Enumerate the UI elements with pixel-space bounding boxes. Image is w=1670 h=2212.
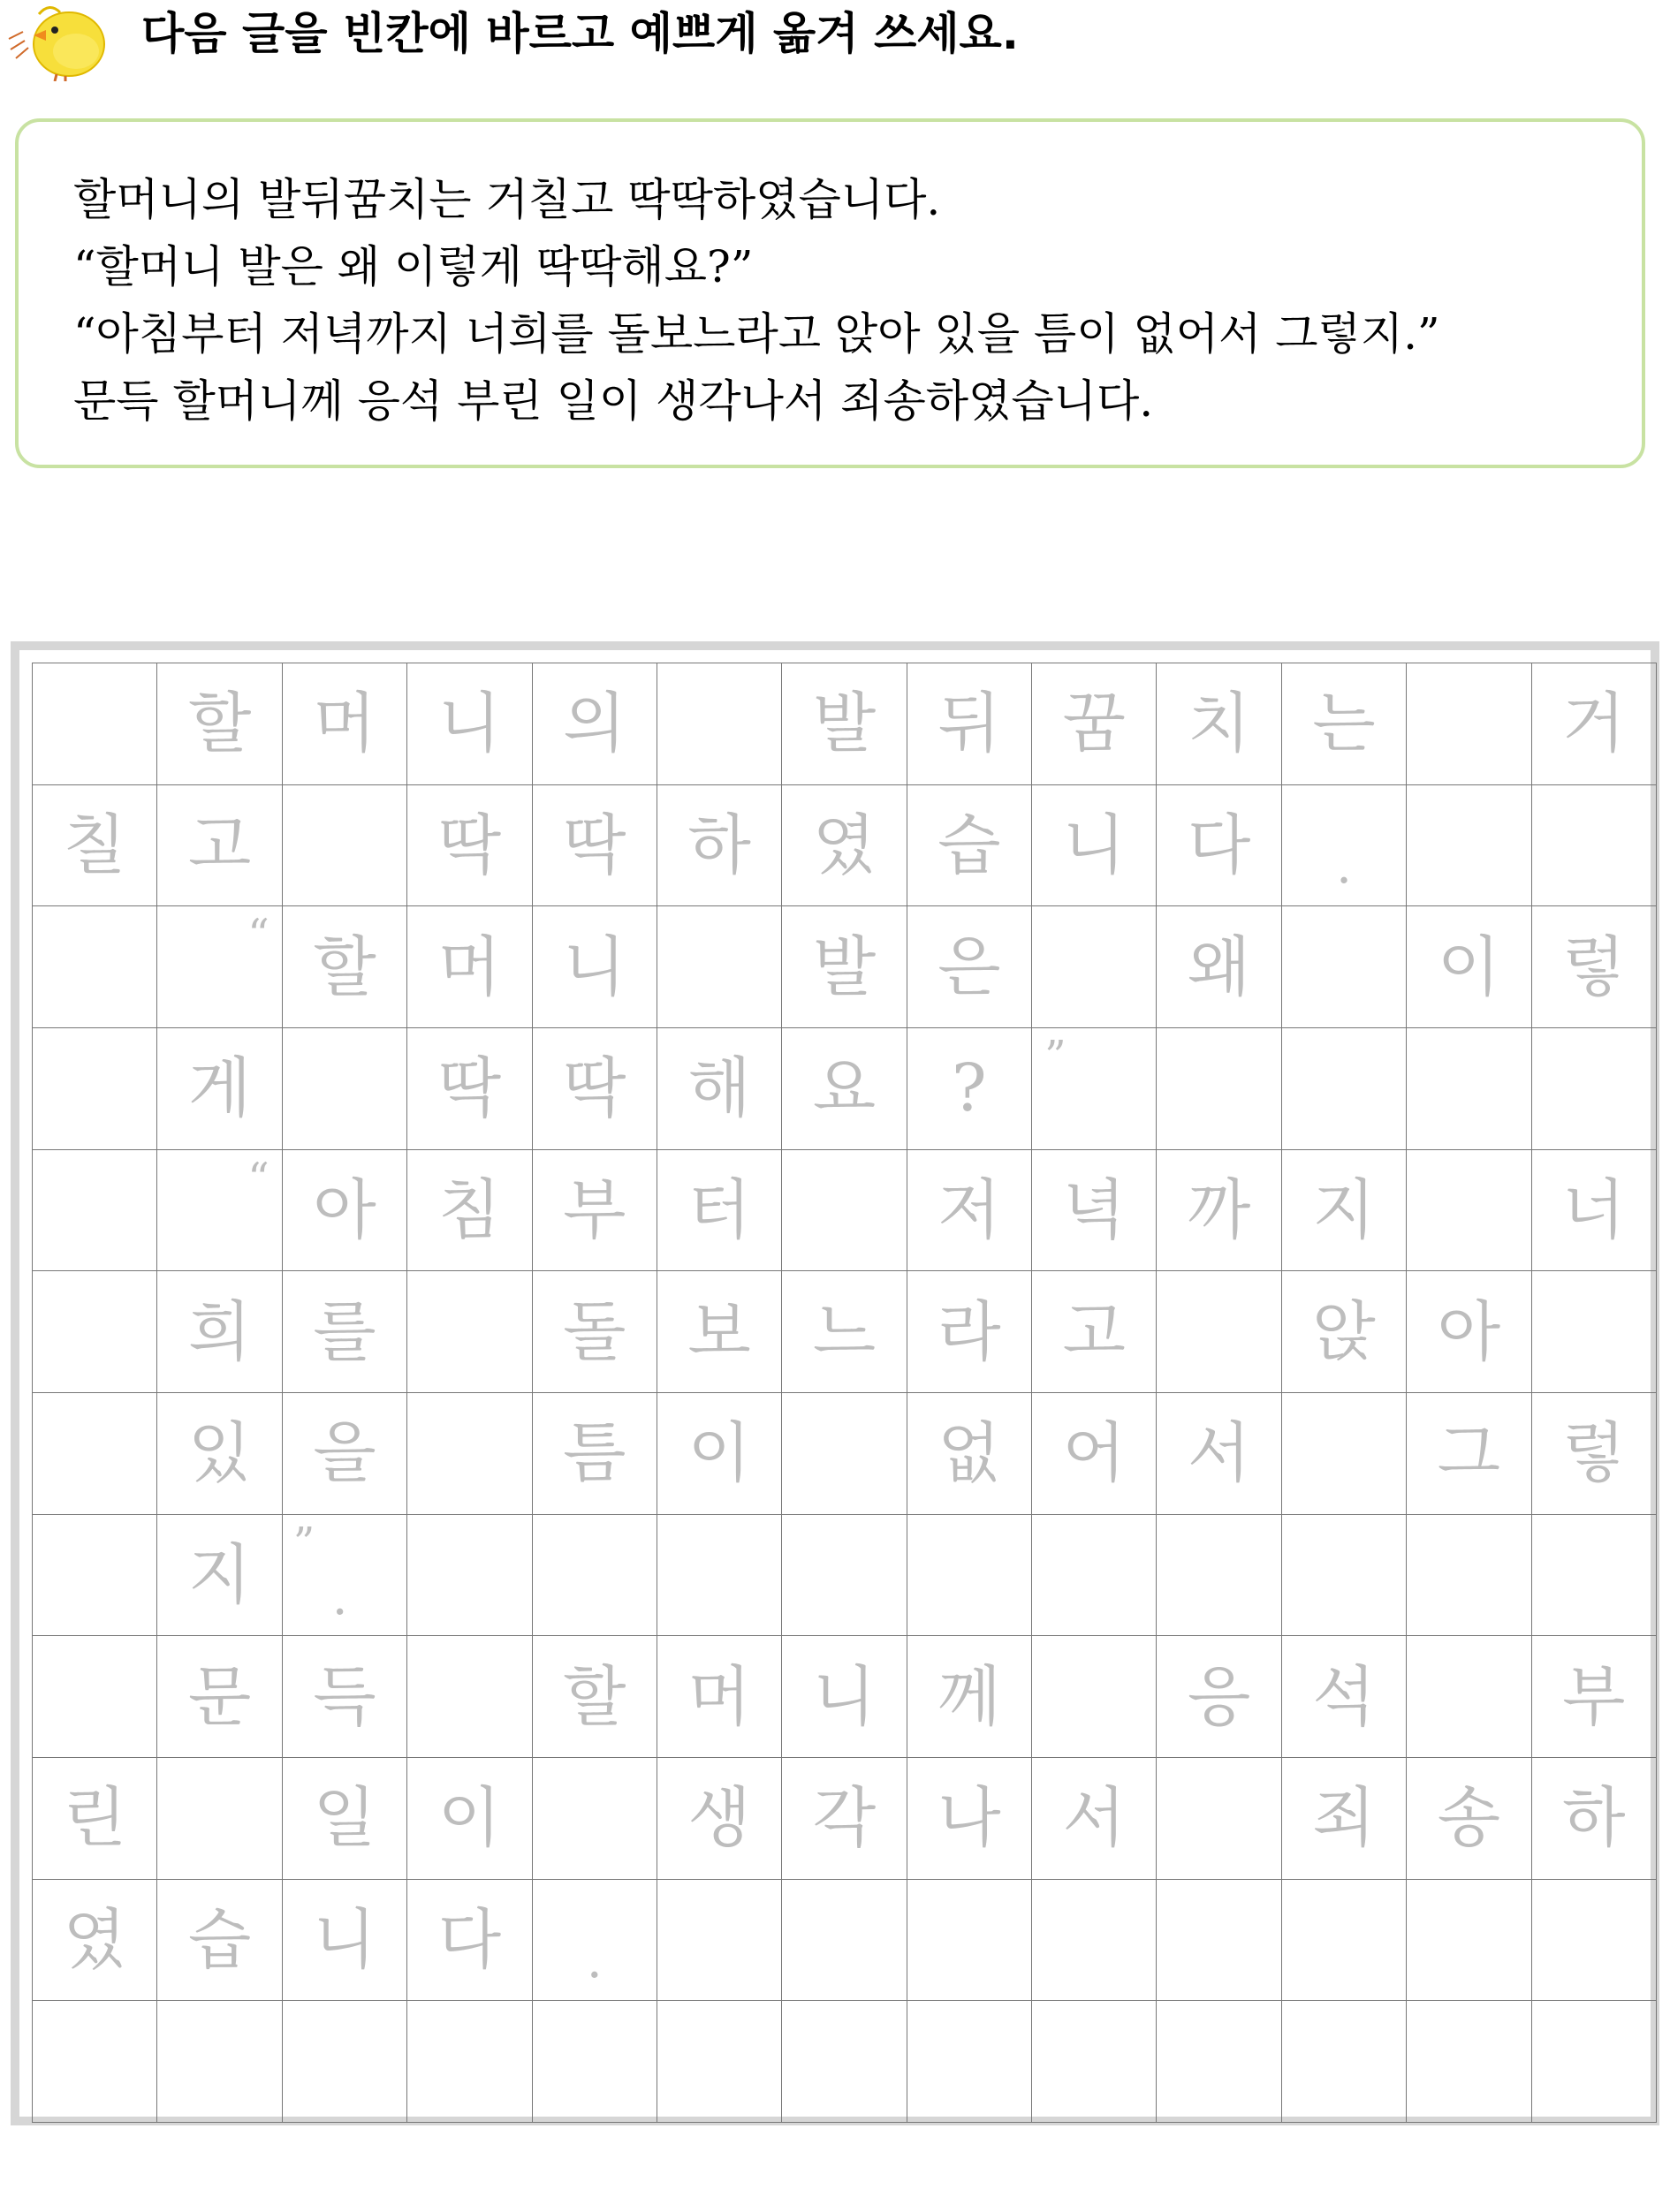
trace-glyph: 지 xyxy=(187,1536,252,1613)
grid-cell[interactable] xyxy=(1407,1271,1531,1393)
grid-cell[interactable] xyxy=(1282,1028,1407,1150)
grid-cell[interactable] xyxy=(33,1393,157,1515)
trace-glyph: 없 xyxy=(937,1415,1001,1492)
grid-cell[interactable] xyxy=(782,1271,907,1393)
trace-glyph: 생 xyxy=(687,1780,751,1857)
grid-cell[interactable] xyxy=(782,1393,907,1515)
grid-cell[interactable] xyxy=(1157,1758,1281,1880)
grid-cell[interactable] xyxy=(533,1636,657,1758)
trace-glyph: 각 xyxy=(812,1780,877,1857)
grid-cell[interactable] xyxy=(782,906,907,1028)
trace-glyph: “ xyxy=(247,910,269,960)
grid-cell[interactable] xyxy=(283,1150,407,1272)
trace-glyph: 칠 xyxy=(63,807,126,883)
grid-cell[interactable] xyxy=(1032,2001,1157,2123)
grid-cell[interactable] xyxy=(907,1271,1032,1393)
grid-cell[interactable] xyxy=(533,1028,657,1150)
grid-cell[interactable] xyxy=(1157,1393,1281,1515)
grid-cell[interactable] xyxy=(283,785,407,907)
grid-cell[interactable] xyxy=(1282,906,1407,1028)
grid-cell[interactable] xyxy=(1407,663,1531,785)
grid-cell[interactable] xyxy=(1532,1028,1657,1150)
trace-glyph: 희 xyxy=(187,1293,252,1370)
chick-icon xyxy=(7,0,111,81)
trace-glyph: ? xyxy=(952,1050,987,1127)
grid-cell[interactable] xyxy=(1282,663,1407,785)
grid-cell[interactable] xyxy=(657,1758,782,1880)
trace-glyph: 머 xyxy=(687,1658,751,1735)
grid-cell[interactable] xyxy=(657,906,782,1028)
grid-cell[interactable] xyxy=(407,906,532,1028)
trace-glyph: 하 xyxy=(1562,1780,1626,1857)
grid-cell[interactable] xyxy=(657,1515,782,1637)
grid-cell[interactable] xyxy=(283,1028,407,1150)
header xyxy=(0,0,1670,80)
grid-cell[interactable] xyxy=(283,906,407,1028)
grid-cell[interactable] xyxy=(1532,1758,1657,1880)
trace-glyph: 의 xyxy=(562,686,626,762)
grid-cell[interactable] xyxy=(1532,1393,1657,1515)
grid-cell[interactable] xyxy=(907,1150,1032,1272)
grid-cell[interactable] xyxy=(1282,1758,1407,1880)
grid-cell[interactable] xyxy=(1282,1515,1407,1637)
trace-glyph: 니 xyxy=(437,686,502,762)
trace-glyph: 할 xyxy=(313,928,376,1005)
trace-glyph: 딱 xyxy=(437,807,502,883)
grid-cell[interactable] xyxy=(1407,1393,1531,1515)
trace-glyph: 이 xyxy=(437,1780,502,1857)
trace-glyph: 을 xyxy=(313,1415,376,1492)
grid-cell[interactable] xyxy=(1032,1636,1157,1758)
grid-cell[interactable] xyxy=(782,2001,907,2123)
trace-glyph: 고 xyxy=(187,807,252,883)
grid-cell[interactable] xyxy=(283,1880,407,2002)
trace-glyph: 녁 xyxy=(1062,1171,1126,1248)
grid-cell[interactable] xyxy=(1157,1271,1281,1393)
grid-cell[interactable] xyxy=(782,1028,907,1150)
trace-glyph: 저 xyxy=(937,1171,1001,1248)
trace-glyph: 머 xyxy=(437,928,502,1005)
grid-cell[interactable] xyxy=(782,1880,907,2002)
grid-cell[interactable] xyxy=(657,1880,782,2002)
grid-cell[interactable] xyxy=(1282,1150,1407,1272)
passage-line-3: “아침부터 저녁까지 너희를 돌보느라고 앉아 있을 틈이 없어서 그렇지.” xyxy=(73,308,1440,360)
trace-glyph: 딱 xyxy=(437,1050,502,1127)
grid-cell[interactable] xyxy=(157,1393,282,1515)
grid-cell[interactable] xyxy=(283,1758,407,1880)
grid-cell[interactable] xyxy=(533,1393,657,1515)
grid-cell[interactable] xyxy=(157,785,282,907)
grid-cell[interactable] xyxy=(1532,1271,1657,1393)
grid-cell[interactable] xyxy=(907,1880,1032,2002)
grid-cell[interactable] xyxy=(1032,1271,1157,1393)
trace-glyph: 렇 xyxy=(1562,928,1626,1005)
grid-cell[interactable] xyxy=(157,1271,282,1393)
grid-cell[interactable] xyxy=(907,1028,1032,1150)
grid-cell[interactable] xyxy=(1407,1150,1531,1272)
grid-cell[interactable] xyxy=(157,1636,282,1758)
grid-cell[interactable] xyxy=(33,1636,157,1758)
grid-cell[interactable] xyxy=(407,1150,532,1272)
grid-cell[interactable] xyxy=(283,1515,407,1637)
trace-glyph: 문 xyxy=(187,1658,252,1735)
grid-cell[interactable] xyxy=(657,785,782,907)
grid-cell[interactable] xyxy=(157,1758,282,1880)
grid-cell[interactable] xyxy=(533,1271,657,1393)
trace-glyph: 렇 xyxy=(1562,1415,1626,1492)
trace-glyph: 이 xyxy=(687,1415,751,1492)
grid-cell[interactable] xyxy=(1157,2001,1281,2123)
grid-cell[interactable] xyxy=(533,2001,657,2123)
instruction-title: 다음 글을 빈칸에 바르고 예쁘게 옮겨 쓰세요. xyxy=(141,8,1019,59)
passage-box xyxy=(15,118,1645,468)
trace-glyph: 딱 xyxy=(562,807,626,883)
trace-glyph: 득 xyxy=(313,1658,376,1735)
trace-glyph: 앉 xyxy=(1312,1293,1376,1370)
grid-cell[interactable] xyxy=(283,1636,407,1758)
grid-cell[interactable] xyxy=(1282,2001,1407,2123)
grid-cell[interactable] xyxy=(33,1028,157,1150)
trace-glyph: 은 xyxy=(937,928,1001,1005)
trace-glyph: 어 xyxy=(1062,1415,1126,1492)
trace-glyph: 까 xyxy=(1187,1171,1251,1248)
grid-cell[interactable] xyxy=(407,1636,532,1758)
grid-cell[interactable] xyxy=(533,1515,657,1637)
trace-glyph: 있 xyxy=(187,1415,252,1492)
grid-cell[interactable] xyxy=(907,906,1032,1028)
trace-glyph: 돌 xyxy=(562,1293,626,1370)
trace-glyph: 석 xyxy=(1312,1658,1376,1735)
grid-cell[interactable] xyxy=(1157,785,1281,907)
grid-cell[interactable] xyxy=(157,663,282,785)
trace-glyph: 뒤 xyxy=(937,686,1001,762)
grid-cell[interactable] xyxy=(1282,1393,1407,1515)
trace-glyph: 다 xyxy=(437,1901,502,1978)
grid-cell[interactable] xyxy=(33,1515,157,1637)
grid-cell[interactable] xyxy=(1157,1636,1281,1758)
trace-glyph: 니 xyxy=(313,1901,376,1978)
grid-cell[interactable] xyxy=(407,785,532,907)
trace-glyph: 보 xyxy=(687,1293,751,1370)
grid-cell[interactable] xyxy=(1157,906,1281,1028)
trace-glyph: 죄 xyxy=(1312,1780,1376,1857)
grid-cell[interactable] xyxy=(157,1150,282,1272)
grid-cell[interactable] xyxy=(907,663,1032,785)
grid-cell[interactable] xyxy=(1532,1880,1657,2002)
grid-cell[interactable] xyxy=(1032,1028,1157,1150)
trace-glyph: 는 xyxy=(1312,686,1376,762)
trace-glyph: 응 xyxy=(1187,1658,1251,1735)
grid-cell[interactable] xyxy=(1032,1150,1157,1272)
trace-glyph: 발 xyxy=(812,686,877,762)
grid-cell[interactable] xyxy=(1157,663,1281,785)
passage-text xyxy=(73,166,1624,435)
grid-cell[interactable] xyxy=(33,1880,157,2002)
trace-glyph: 이 xyxy=(1437,928,1501,1005)
grid-cell[interactable] xyxy=(657,1271,782,1393)
passage-line-4: 문득 할머니께 응석 부린 일이 생각나서 죄송하였습니다. xyxy=(73,375,1154,427)
grid-cell[interactable] xyxy=(1157,1150,1281,1272)
grid-cell[interactable] xyxy=(1032,1515,1157,1637)
trace-glyph: 부 xyxy=(562,1171,626,1248)
grid-cell[interactable] xyxy=(907,1393,1032,1515)
grid-cell[interactable] xyxy=(33,2001,157,2123)
grid-cell[interactable] xyxy=(1032,1880,1157,2002)
grid-cell[interactable] xyxy=(283,1393,407,1515)
trace-glyph: 서 xyxy=(1187,1415,1251,1492)
trace-glyph: 부 xyxy=(1562,1658,1626,1735)
grid-cell[interactable] xyxy=(1532,785,1657,907)
grid-cell[interactable] xyxy=(1407,1880,1531,2002)
grid-cell[interactable] xyxy=(33,785,157,907)
trace-glyph: 고 xyxy=(1062,1293,1126,1370)
passage-line-1: 할머니의 발뒤꿈치는 거칠고 딱딱하였습니다. xyxy=(73,174,941,225)
grid-cell[interactable] xyxy=(1157,1028,1281,1150)
grid-cell[interactable] xyxy=(157,1515,282,1637)
grid-cell[interactable] xyxy=(1282,1271,1407,1393)
grid-cell[interactable] xyxy=(33,1271,157,1393)
grid-cell[interactable] xyxy=(533,785,657,907)
passage-line-2: “할머니 발은 왜 이렇게 딱딱해요?” xyxy=(73,241,754,292)
grid-cell[interactable] xyxy=(33,1758,157,1880)
grid-cell[interactable] xyxy=(1282,785,1407,907)
grid-cell[interactable] xyxy=(657,1028,782,1150)
trace-glyph: 해 xyxy=(687,1050,751,1127)
grid-cell[interactable] xyxy=(907,1758,1032,1880)
grid-cell[interactable] xyxy=(407,1515,532,1637)
trace-glyph: 아 xyxy=(1437,1293,1501,1370)
trace-glyph: 터 xyxy=(687,1171,751,1248)
trace-glyph: 느 xyxy=(812,1293,877,1370)
grid-cell[interactable] xyxy=(1532,1636,1657,1758)
trace-glyph: 서 xyxy=(1062,1780,1126,1857)
grid-cell[interactable] xyxy=(657,1636,782,1758)
grid-cell[interactable] xyxy=(657,1150,782,1272)
grid-cell[interactable] xyxy=(657,663,782,785)
grid-cell[interactable] xyxy=(1407,1758,1531,1880)
trace-glyph: 지 xyxy=(1312,1171,1376,1248)
trace-glyph: 게 xyxy=(187,1050,252,1127)
trace-glyph: 일 xyxy=(313,1780,376,1857)
grid-cell[interactable] xyxy=(1032,663,1157,785)
grid-cell[interactable] xyxy=(407,2001,532,2123)
grid-cell[interactable] xyxy=(1532,663,1657,785)
trace-glyph: 치 xyxy=(1187,686,1251,762)
grid-cell[interactable] xyxy=(1532,1150,1657,1272)
grid-cell[interactable] xyxy=(782,1758,907,1880)
grid-cell[interactable] xyxy=(1407,1515,1531,1637)
grid-cell[interactable] xyxy=(533,1880,657,2002)
grid-cell[interactable] xyxy=(907,785,1032,907)
grid-cell[interactable] xyxy=(782,785,907,907)
trace-glyph: 거 xyxy=(1562,686,1626,762)
grid-cell[interactable] xyxy=(782,663,907,785)
trace-glyph: ” xyxy=(1044,1032,1067,1081)
grid-cell[interactable] xyxy=(33,663,157,785)
trace-glyph: 하 xyxy=(687,807,751,883)
trace-glyph: 나 xyxy=(937,1780,1001,1857)
grid-cell[interactable] xyxy=(407,1028,532,1150)
trace-glyph: 틈 xyxy=(562,1415,626,1492)
grid-cell[interactable] xyxy=(782,1515,907,1637)
grid-cell[interactable] xyxy=(657,1393,782,1515)
trace-glyph: 할 xyxy=(187,686,252,762)
trace-glyph: 송 xyxy=(1437,1780,1501,1857)
grid-cell[interactable] xyxy=(33,906,157,1028)
trace-glyph: 왜 xyxy=(1187,928,1251,1005)
trace-glyph: 침 xyxy=(437,1171,502,1248)
grid-cell[interactable] xyxy=(1407,906,1531,1028)
grid-cell[interactable] xyxy=(907,2001,1032,2123)
grid-cell[interactable] xyxy=(533,663,657,785)
grid-cell[interactable] xyxy=(1532,906,1657,1028)
grid-cell[interactable] xyxy=(533,906,657,1028)
trace-glyph: . xyxy=(1336,837,1352,896)
grid-cell[interactable] xyxy=(533,1150,657,1272)
grid-cell[interactable] xyxy=(157,1880,282,2002)
grid-cell[interactable] xyxy=(907,1636,1032,1758)
grid-cell[interactable] xyxy=(283,2001,407,2123)
trace-glyph: 딱 xyxy=(562,1050,626,1127)
trace-glyph: 습 xyxy=(187,1901,252,1978)
grid-cell[interactable] xyxy=(1407,1028,1531,1150)
grid-cell[interactable] xyxy=(157,2001,282,2123)
grid-cell[interactable] xyxy=(283,663,407,785)
trace-glyph: 머 xyxy=(313,686,376,762)
grid-cell[interactable] xyxy=(1407,785,1531,907)
trace-glyph: 니 xyxy=(1062,807,1126,883)
grid-cell[interactable] xyxy=(407,1271,532,1393)
grid-cell[interactable] xyxy=(1157,1880,1281,2002)
grid-cell[interactable] xyxy=(1407,1636,1531,1758)
grid-cell[interactable] xyxy=(1532,2001,1657,2123)
grid-cells xyxy=(32,663,1657,2123)
trace-glyph: 께 xyxy=(937,1658,1001,1735)
grid-cell[interactable] xyxy=(407,663,532,785)
trace-glyph: 요 xyxy=(812,1050,877,1127)
grid-cell[interactable] xyxy=(1157,1515,1281,1637)
grid-cell[interactable] xyxy=(907,1515,1032,1637)
trace-glyph: 를 xyxy=(313,1293,376,1370)
trace-glyph: “ xyxy=(247,1153,269,1203)
grid-cell[interactable] xyxy=(157,1028,282,1150)
grid-cell[interactable] xyxy=(657,2001,782,2123)
trace-glyph: 라 xyxy=(937,1293,1001,1370)
grid-cell[interactable] xyxy=(1282,1880,1407,2002)
grid-cell[interactable] xyxy=(782,1150,907,1272)
trace-glyph: 너 xyxy=(1562,1171,1626,1248)
trace-glyph: ” . xyxy=(292,1518,348,1627)
grid-cell[interactable] xyxy=(782,1636,907,1758)
grid-cell[interactable] xyxy=(407,1758,532,1880)
trace-glyph: 습 xyxy=(937,807,1001,883)
grid-cell[interactable] xyxy=(1032,1758,1157,1880)
trace-glyph: 린 xyxy=(63,1780,126,1857)
grid-cell[interactable] xyxy=(1282,1636,1407,1758)
trace-glyph: 니 xyxy=(812,1658,877,1735)
grid-cell[interactable] xyxy=(283,1271,407,1393)
trace-glyph: 꿈 xyxy=(1062,686,1126,762)
grid-cell[interactable] xyxy=(1032,1393,1157,1515)
trace-glyph: . xyxy=(586,1932,603,1990)
grid-cell[interactable] xyxy=(33,1150,157,1272)
grid-cell[interactable] xyxy=(533,1758,657,1880)
trace-glyph: 니 xyxy=(562,928,626,1005)
practice-grid xyxy=(11,641,1659,2125)
grid-cell[interactable] xyxy=(157,906,282,1028)
trace-glyph: 그 xyxy=(1437,1415,1501,1492)
trace-glyph: 아 xyxy=(313,1171,376,1248)
trace-glyph: 였 xyxy=(63,1901,126,1978)
grid-cell[interactable] xyxy=(1532,1515,1657,1637)
grid-cell[interactable] xyxy=(407,1393,532,1515)
grid-cell[interactable] xyxy=(407,1880,532,2002)
grid-cell[interactable] xyxy=(1407,2001,1531,2123)
grid-cell[interactable] xyxy=(1032,785,1157,907)
trace-glyph: 발 xyxy=(812,928,877,1005)
grid-cell[interactable] xyxy=(1032,906,1157,1028)
trace-glyph: 할 xyxy=(562,1658,626,1735)
trace-glyph: 였 xyxy=(812,807,877,883)
trace-glyph: 다 xyxy=(1187,807,1251,883)
